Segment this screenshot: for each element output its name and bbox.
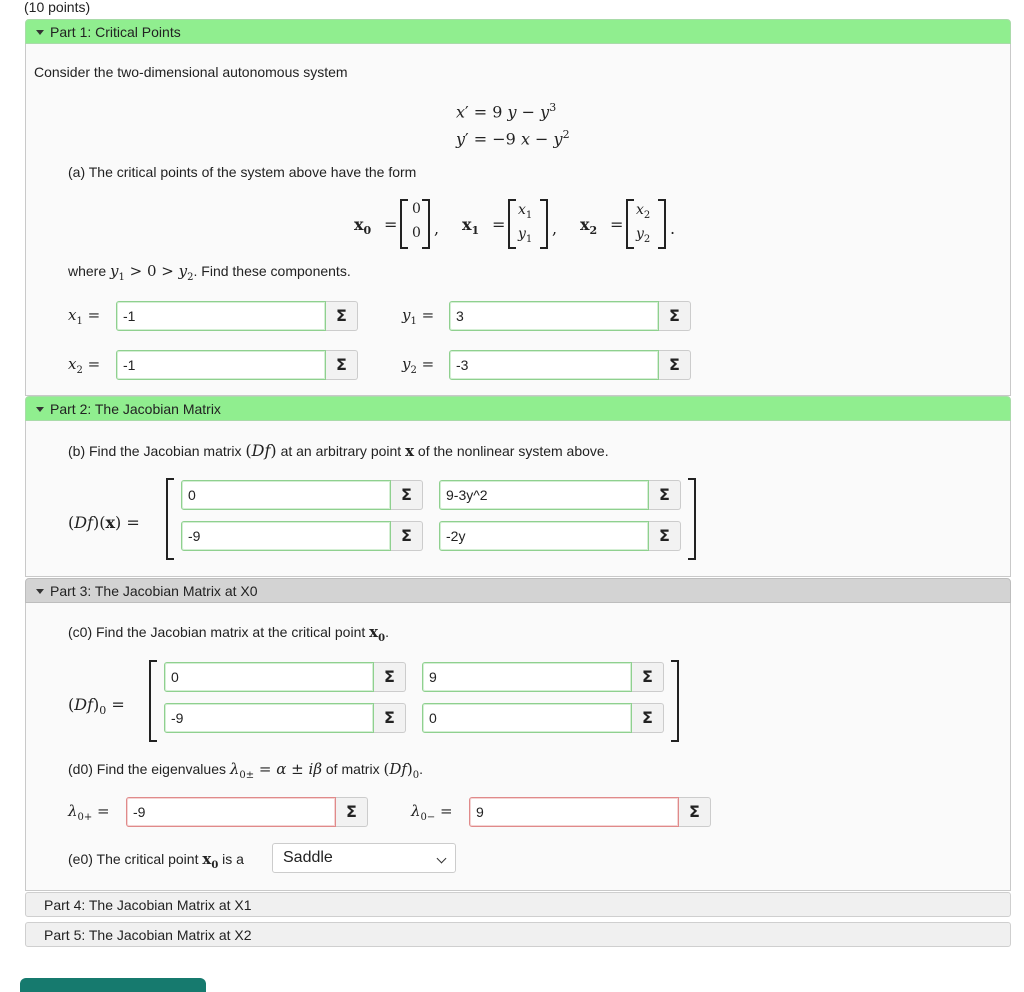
classification-value: Saddle	[283, 849, 333, 866]
x1-sigma-button[interactable]: Σ	[326, 301, 358, 331]
jacobian-x0-m11-sigma-button[interactable]: Σ	[374, 662, 406, 692]
jacobian-x0-m22-sigma-button[interactable]: Σ	[632, 703, 664, 733]
question-a: (a) The critical points of the system above have the form	[68, 164, 417, 180]
y2-sigma-button[interactable]: Σ	[659, 350, 691, 380]
jacobian-x0-bracket-right	[671, 660, 679, 742]
part-1	[25, 19, 1011, 396]
where-condition: where $y_1 > 0 > y_2$. Find these components.	[68, 262, 351, 283]
part-1-header[interactable]	[25, 19, 1011, 44]
y2-label: $y_2$ =	[402, 355, 435, 376]
jacobian-x0-m21-sigma-button[interactable]: Σ	[374, 703, 406, 733]
question-d0: (d0) Find the eigenvalues $\lambda_{0\pm} = \alpha \pm i\beta$ of matrix $(Df)_0$.	[68, 760, 424, 781]
x1-bracket-right	[540, 199, 548, 249]
x0-bracket-right	[422, 199, 430, 249]
y1-label: $y_1$ =	[402, 306, 435, 327]
jacobian-m12-sigma-button[interactable]: Σ	[649, 480, 681, 510]
jacobian-m12-input[interactable]: 9-3y^2	[439, 480, 649, 510]
system-intro: Consider the two-dimensional autonomous system	[34, 64, 348, 80]
x2-bracket-right	[658, 199, 666, 249]
question-c0: (c0) Find the Jacobian matrix at the critical point $x_0$.	[68, 623, 389, 644]
lambda-minus-sigma-button[interactable]: Σ	[679, 797, 711, 827]
lambda-plus-label: $\lambda_{0+}$ =	[68, 802, 110, 823]
system-equations	[456, 97, 570, 152]
caret-down-icon	[36, 589, 44, 594]
jacobian-x0-label: $(Df)_0$ =	[68, 695, 125, 718]
x2-label: $x_2$ =	[68, 355, 101, 376]
lambda-plus-sigma-button[interactable]: Σ	[336, 797, 368, 827]
part-2	[25, 396, 1011, 577]
jacobian-x0-bracket-left	[149, 660, 157, 742]
part-2-header[interactable]	[25, 396, 1011, 421]
x0-bracket-left	[400, 199, 408, 249]
question-b: (b) Find the Jacobian matrix (Df) at an arbitrary point x of the nonlinear system above.	[68, 441, 609, 460]
x1-input[interactable]: -1	[116, 301, 326, 331]
jacobian-m21-input[interactable]: -9	[181, 521, 391, 551]
chevron-down-icon	[437, 854, 447, 864]
x2-input[interactable]: -1	[116, 350, 326, 380]
jacobian-x0-m12-sigma-button[interactable]: Σ	[632, 662, 664, 692]
submit-button[interactable]	[20, 978, 206, 992]
jacobian-bracket-left	[166, 478, 174, 560]
lambda-minus-input[interactable]: 9	[469, 797, 679, 827]
part-3-title: Part 3: The Jacobian Matrix at X0	[50, 583, 258, 599]
part-4	[25, 892, 1011, 917]
jacobian-x0-m12-input[interactable]: 9	[422, 662, 632, 692]
part-4-title: Part 4: The Jacobian Matrix at X1	[44, 897, 252, 913]
jacobian-x0-m11-input[interactable]: 0	[164, 662, 374, 692]
part-5-title: Part 5: The Jacobian Matrix at X2	[44, 927, 252, 943]
caret-down-icon	[36, 30, 44, 35]
jacobian-bracket-right	[688, 478, 696, 560]
x2-sigma-button[interactable]: Σ	[326, 350, 358, 380]
classification-select[interactable]	[272, 843, 456, 873]
part-2-body	[25, 421, 1011, 577]
part-3-body	[25, 603, 1011, 891]
part-1-title: Part 1: Critical Points	[50, 24, 181, 40]
x1-bracket-left	[508, 199, 516, 249]
lambda-minus-label: $\lambda_{0-}$ =	[411, 802, 453, 823]
jacobian-m21-sigma-button[interactable]: Σ	[391, 521, 423, 551]
y2-input[interactable]: -3	[449, 350, 659, 380]
part-5	[25, 922, 1011, 947]
jacobian-m22-input[interactable]: -2y	[439, 521, 649, 551]
part-4-header[interactable]	[25, 892, 1011, 917]
lambda-plus-input[interactable]: -9	[126, 797, 336, 827]
part-1-body: Consider the two-dimensional autonomous system x′ = 9 $y - y^3$ y′ = −9 $x - y^2$ (a) The critical points of the system above have the form $x_0$ = 0 0 , $x_1$ = $x_1$ $y_1$ , $x_2$ = $x_2$ $y_2$ . where $y_1 > 0 > y_2$. Find these components. $x_1$ = -1 Σ $y_1$ = 3 Σ $x_2$ = -1 Σ $y_2$ = -3 Σ	[25, 44, 1011, 396]
jacobian-x0-m21-input[interactable]: -9	[164, 703, 374, 733]
part-5-header[interactable]	[25, 922, 1011, 947]
x2-bracket-left	[626, 199, 634, 249]
points-label: (10 points)	[24, 0, 91, 15]
equation-y: y′ = −9 $x - y^2$	[456, 128, 570, 149]
question-e0: (e0) The critical point $x_0$ is a	[68, 850, 244, 871]
x1-label: $x_1$ =	[68, 306, 101, 327]
jacobian-m11-sigma-button[interactable]: Σ	[391, 480, 423, 510]
part-2-title: Part 2: The Jacobian Matrix	[50, 401, 221, 417]
jacobian-m11-input[interactable]: 0	[181, 480, 391, 510]
caret-down-icon	[36, 407, 44, 412]
jacobian-x0-m22-input[interactable]: 0	[422, 703, 632, 733]
part-3	[25, 578, 1011, 891]
y1-sigma-button[interactable]: Σ	[659, 301, 691, 331]
jacobian-label: (Df)(x) =	[68, 513, 140, 532]
equation-x: x′ = 9 $y - y^3$	[456, 101, 557, 122]
jacobian-m22-sigma-button[interactable]: Σ	[649, 521, 681, 551]
part-3-header[interactable]	[25, 578, 1011, 603]
y1-input[interactable]: 3	[449, 301, 659, 331]
